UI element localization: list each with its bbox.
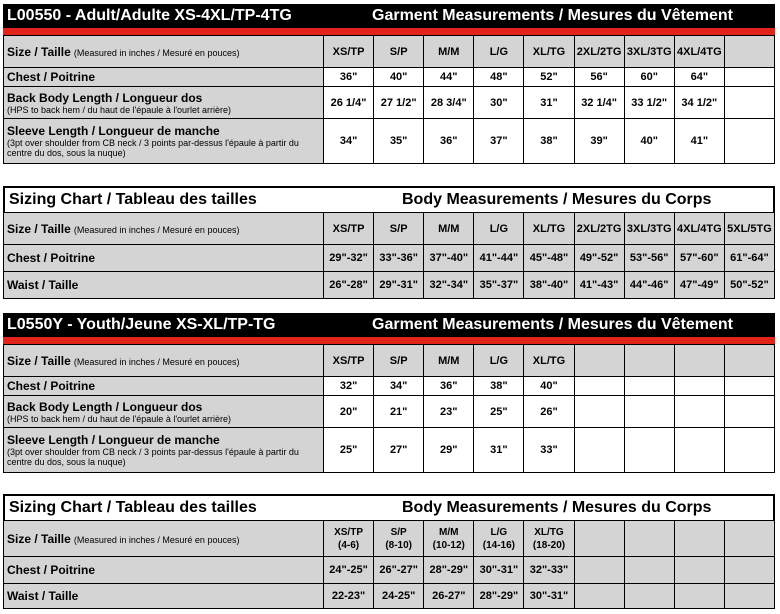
table-row <box>4 584 775 609</box>
empty-cell <box>674 345 724 377</box>
size-cell: 3XL/3TG <box>624 36 674 68</box>
table-row <box>4 87 775 119</box>
adult-garment-section <box>3 4 775 164</box>
value-cell: 26"-28" <box>324 272 374 299</box>
value-cell: 30"-31" <box>474 557 524 584</box>
table-row <box>4 245 775 272</box>
size-label-cell: Size / Taille (Measured in inches / Mesuré en pouces) <box>4 345 324 377</box>
value-cell: 38" <box>524 119 574 164</box>
size-row <box>4 213 775 245</box>
youth-garment-table <box>3 344 775 473</box>
value-cell: 60" <box>624 68 674 87</box>
empty-cell <box>574 377 624 396</box>
value-cell: 61"-64" <box>724 245 774 272</box>
size-cell: S/P (8-10) <box>374 521 424 557</box>
youth-body-subtitle: Body Measurements / Mesures du Corps <box>402 499 712 516</box>
value-cell: 30"-31" <box>524 584 574 609</box>
value-cell: 40" <box>374 68 424 87</box>
value-cell: 29"-32" <box>324 245 374 272</box>
value-cell: 33" <box>524 428 574 473</box>
value-cell: 36" <box>424 377 474 396</box>
value-cell: 32 1/4" <box>574 87 624 119</box>
empty-cell <box>624 428 674 473</box>
empty-cell <box>574 584 624 609</box>
value-cell: 25" <box>324 428 374 473</box>
value-cell: 39" <box>574 119 624 164</box>
empty-cell <box>724 396 774 428</box>
size-cell: M/M <box>424 36 474 68</box>
value-cell: 34" <box>374 377 424 396</box>
value-cell: 40" <box>524 377 574 396</box>
size-cell: XS/TP (4-6) <box>324 521 374 557</box>
value-cell: 44"-46" <box>624 272 674 299</box>
value-cell: 45"-48" <box>524 245 574 272</box>
adult-body-table <box>3 212 775 299</box>
adult-body-subtitle: Body Measurements / Mesures du Corps <box>402 191 712 208</box>
value-cell: 36" <box>324 68 374 87</box>
value-cell: 33"-36" <box>374 245 424 272</box>
empty-cell <box>674 396 724 428</box>
empty-cell <box>724 557 774 584</box>
empty-cell <box>624 345 674 377</box>
value-cell: 64" <box>674 68 724 87</box>
table-row <box>4 272 775 299</box>
empty-cell <box>624 584 674 609</box>
size-cell: S/P <box>374 213 424 245</box>
empty-cell <box>724 87 774 119</box>
size-row <box>4 36 775 68</box>
value-cell: 41"-44" <box>474 245 524 272</box>
empty-cell <box>674 428 724 473</box>
adult-body-section <box>3 186 775 299</box>
value-cell: 38"-40" <box>524 272 574 299</box>
row-label: Waist / Taille <box>4 584 324 609</box>
youth-garment-section <box>3 313 775 473</box>
adult-garment-subtitle: Garment Measurements / Mesures du Vêtement <box>372 7 734 24</box>
size-cell: M/M <box>424 345 474 377</box>
value-cell: 36" <box>424 119 474 164</box>
empty-cell <box>674 584 724 609</box>
value-cell: 53"-56" <box>624 245 674 272</box>
size-cell: 4XL/4TG <box>674 36 724 68</box>
value-cell: 34" <box>324 119 374 164</box>
size-cell: L/G <box>474 36 524 68</box>
empty-cell <box>624 557 674 584</box>
value-cell: 32"-33" <box>524 557 574 584</box>
size-cell: L/G <box>474 345 524 377</box>
value-cell: 25" <box>474 396 524 428</box>
value-cell: 56" <box>574 68 624 87</box>
table-row <box>4 377 775 396</box>
value-cell: 24-25" <box>374 584 424 609</box>
row-label: Back Body Length / Longueur dos (HPS to back hem / du haut de l'épaule à l'ourlet arrière) <box>4 396 324 428</box>
row-label: Back Body Length / Longueur dos (HPS to back hem / du haut de l'épaule à l'ourlet arrière) <box>4 87 324 119</box>
value-cell: 28"-29" <box>424 557 474 584</box>
size-cell: 5XL/5TG <box>724 213 774 245</box>
red-divider <box>3 337 775 344</box>
value-cell: 26"-27" <box>374 557 424 584</box>
value-cell: 50"-52" <box>724 272 774 299</box>
value-cell: 27" <box>374 428 424 473</box>
youth-body-table <box>3 520 775 609</box>
table-row <box>4 428 775 473</box>
size-cell: S/P <box>374 36 424 68</box>
value-cell: 33 1/2" <box>624 87 674 119</box>
table-row <box>4 68 775 87</box>
adult-body-title: Sizing Chart / Tableau des tailles <box>9 191 257 208</box>
value-cell: 35"-37" <box>474 272 524 299</box>
row-label: Sleeve Length / Longueur de manche (3pt over shoulder from CB neck / 3 points par-dessus l'épaule à partir du centre du dos, sous la nuque) <box>4 119 324 164</box>
empty-cell <box>724 521 774 557</box>
size-cell: M/M <box>424 213 474 245</box>
youth-garment-header <box>3 313 775 337</box>
value-cell: 23" <box>424 396 474 428</box>
table-row <box>4 396 775 428</box>
value-cell: 49"-52" <box>574 245 624 272</box>
value-cell: 37" <box>474 119 524 164</box>
empty-cell <box>574 557 624 584</box>
value-cell: 47"-49" <box>674 272 724 299</box>
row-label: Sleeve Length / Longueur de manche (3pt over shoulder from CB neck / 3 points par-dessus l'épaule à partir du centre du dos, sous la nuque) <box>4 428 324 473</box>
value-cell: 28 3/4" <box>424 87 474 119</box>
size-cell: 3XL/3TG <box>624 213 674 245</box>
adult-garment-header <box>3 4 775 28</box>
red-divider <box>3 28 775 35</box>
value-cell: 22-23" <box>324 584 374 609</box>
value-cell: 30" <box>474 87 524 119</box>
youth-body-header <box>3 494 775 520</box>
empty-cell <box>724 119 774 164</box>
size-row <box>4 345 775 377</box>
empty-cell <box>574 521 624 557</box>
value-cell: 21" <box>374 396 424 428</box>
value-cell: 20" <box>324 396 374 428</box>
value-cell: 57"-60" <box>674 245 724 272</box>
youth-body-section <box>3 494 775 609</box>
value-cell: 41" <box>674 119 724 164</box>
empty-cell <box>674 557 724 584</box>
size-cell: XL/TG <box>524 345 574 377</box>
empty-cell <box>724 345 774 377</box>
row-label: Chest / Poitrine <box>4 557 324 584</box>
value-cell: 31" <box>524 87 574 119</box>
value-cell: 35" <box>374 119 424 164</box>
value-cell: 41"-43" <box>574 272 624 299</box>
empty-cell <box>574 345 624 377</box>
value-cell: 24"-25" <box>324 557 374 584</box>
empty-cell <box>724 584 774 609</box>
value-cell: 31" <box>474 428 524 473</box>
value-cell: 40" <box>624 119 674 164</box>
empty-cell <box>624 521 674 557</box>
size-label-cell: Size / Taille (Measured in inches / Mesuré en pouces) <box>4 521 324 557</box>
size-cell: 4XL/4TG <box>674 213 724 245</box>
size-cell: L/G <box>474 213 524 245</box>
size-label-cell: Size / Taille (Measured in inches / Mesuré en pouces) <box>4 213 324 245</box>
value-cell: 28"-29" <box>474 584 524 609</box>
table-row <box>4 557 775 584</box>
empty-cell <box>624 377 674 396</box>
value-cell: 27 1/2" <box>374 87 424 119</box>
size-cell: L/G (14-16) <box>474 521 524 557</box>
value-cell: 44" <box>424 68 474 87</box>
empty-cell <box>674 521 724 557</box>
size-cell: M/M (10-12) <box>424 521 474 557</box>
youth-garment-subtitle: Garment Measurements / Mesures du Vêtement <box>372 316 734 333</box>
value-cell: 29"-31" <box>374 272 424 299</box>
value-cell: 26" <box>524 396 574 428</box>
youth-body-title: Sizing Chart / Tableau des tailles <box>9 499 257 516</box>
adult-body-header <box>3 186 775 212</box>
value-cell: 38" <box>474 377 524 396</box>
value-cell: 32"-34" <box>424 272 474 299</box>
size-cell: XS/TP <box>324 345 374 377</box>
value-cell: 26-27" <box>424 584 474 609</box>
adult-garment-title: L00550 - Adult/Adulte XS-4XL/TP-4TG <box>7 7 292 24</box>
size-cell: XL/TG <box>524 213 574 245</box>
table-row <box>4 119 775 164</box>
empty-cell <box>724 36 774 68</box>
value-cell: 48" <box>474 68 524 87</box>
value-cell: 29" <box>424 428 474 473</box>
size-row <box>4 521 775 557</box>
value-cell: 32" <box>324 377 374 396</box>
size-cell: XS/TP <box>324 213 374 245</box>
adult-garment-table <box>3 35 775 164</box>
size-cell: XS/TP <box>324 36 374 68</box>
size-cell: 2XL/2TG <box>574 213 624 245</box>
row-label: Chest / Poitrine <box>4 377 324 396</box>
row-label: Chest / Poitrine <box>4 68 324 87</box>
size-cell: XL/TG <box>524 36 574 68</box>
value-cell: 37"-40" <box>424 245 474 272</box>
size-cell: XL/TG (18-20) <box>524 521 574 557</box>
empty-cell <box>574 396 624 428</box>
size-label-cell: Size / Taille (Measured in inches / Mesuré en pouces) <box>4 36 324 68</box>
size-cell: 2XL/2TG <box>574 36 624 68</box>
empty-cell <box>724 68 774 87</box>
empty-cell <box>674 377 724 396</box>
youth-garment-title: L0550Y - Youth/Jeune XS-XL/TP-TG <box>7 316 276 333</box>
row-label: Chest / Poitrine <box>4 245 324 272</box>
size-cell: S/P <box>374 345 424 377</box>
empty-cell <box>724 377 774 396</box>
row-label: Waist / Taille <box>4 272 324 299</box>
value-cell: 26 1/4" <box>324 87 374 119</box>
empty-cell <box>574 428 624 473</box>
value-cell: 52" <box>524 68 574 87</box>
empty-cell <box>724 428 774 473</box>
value-cell: 34 1/2" <box>674 87 724 119</box>
empty-cell <box>624 396 674 428</box>
